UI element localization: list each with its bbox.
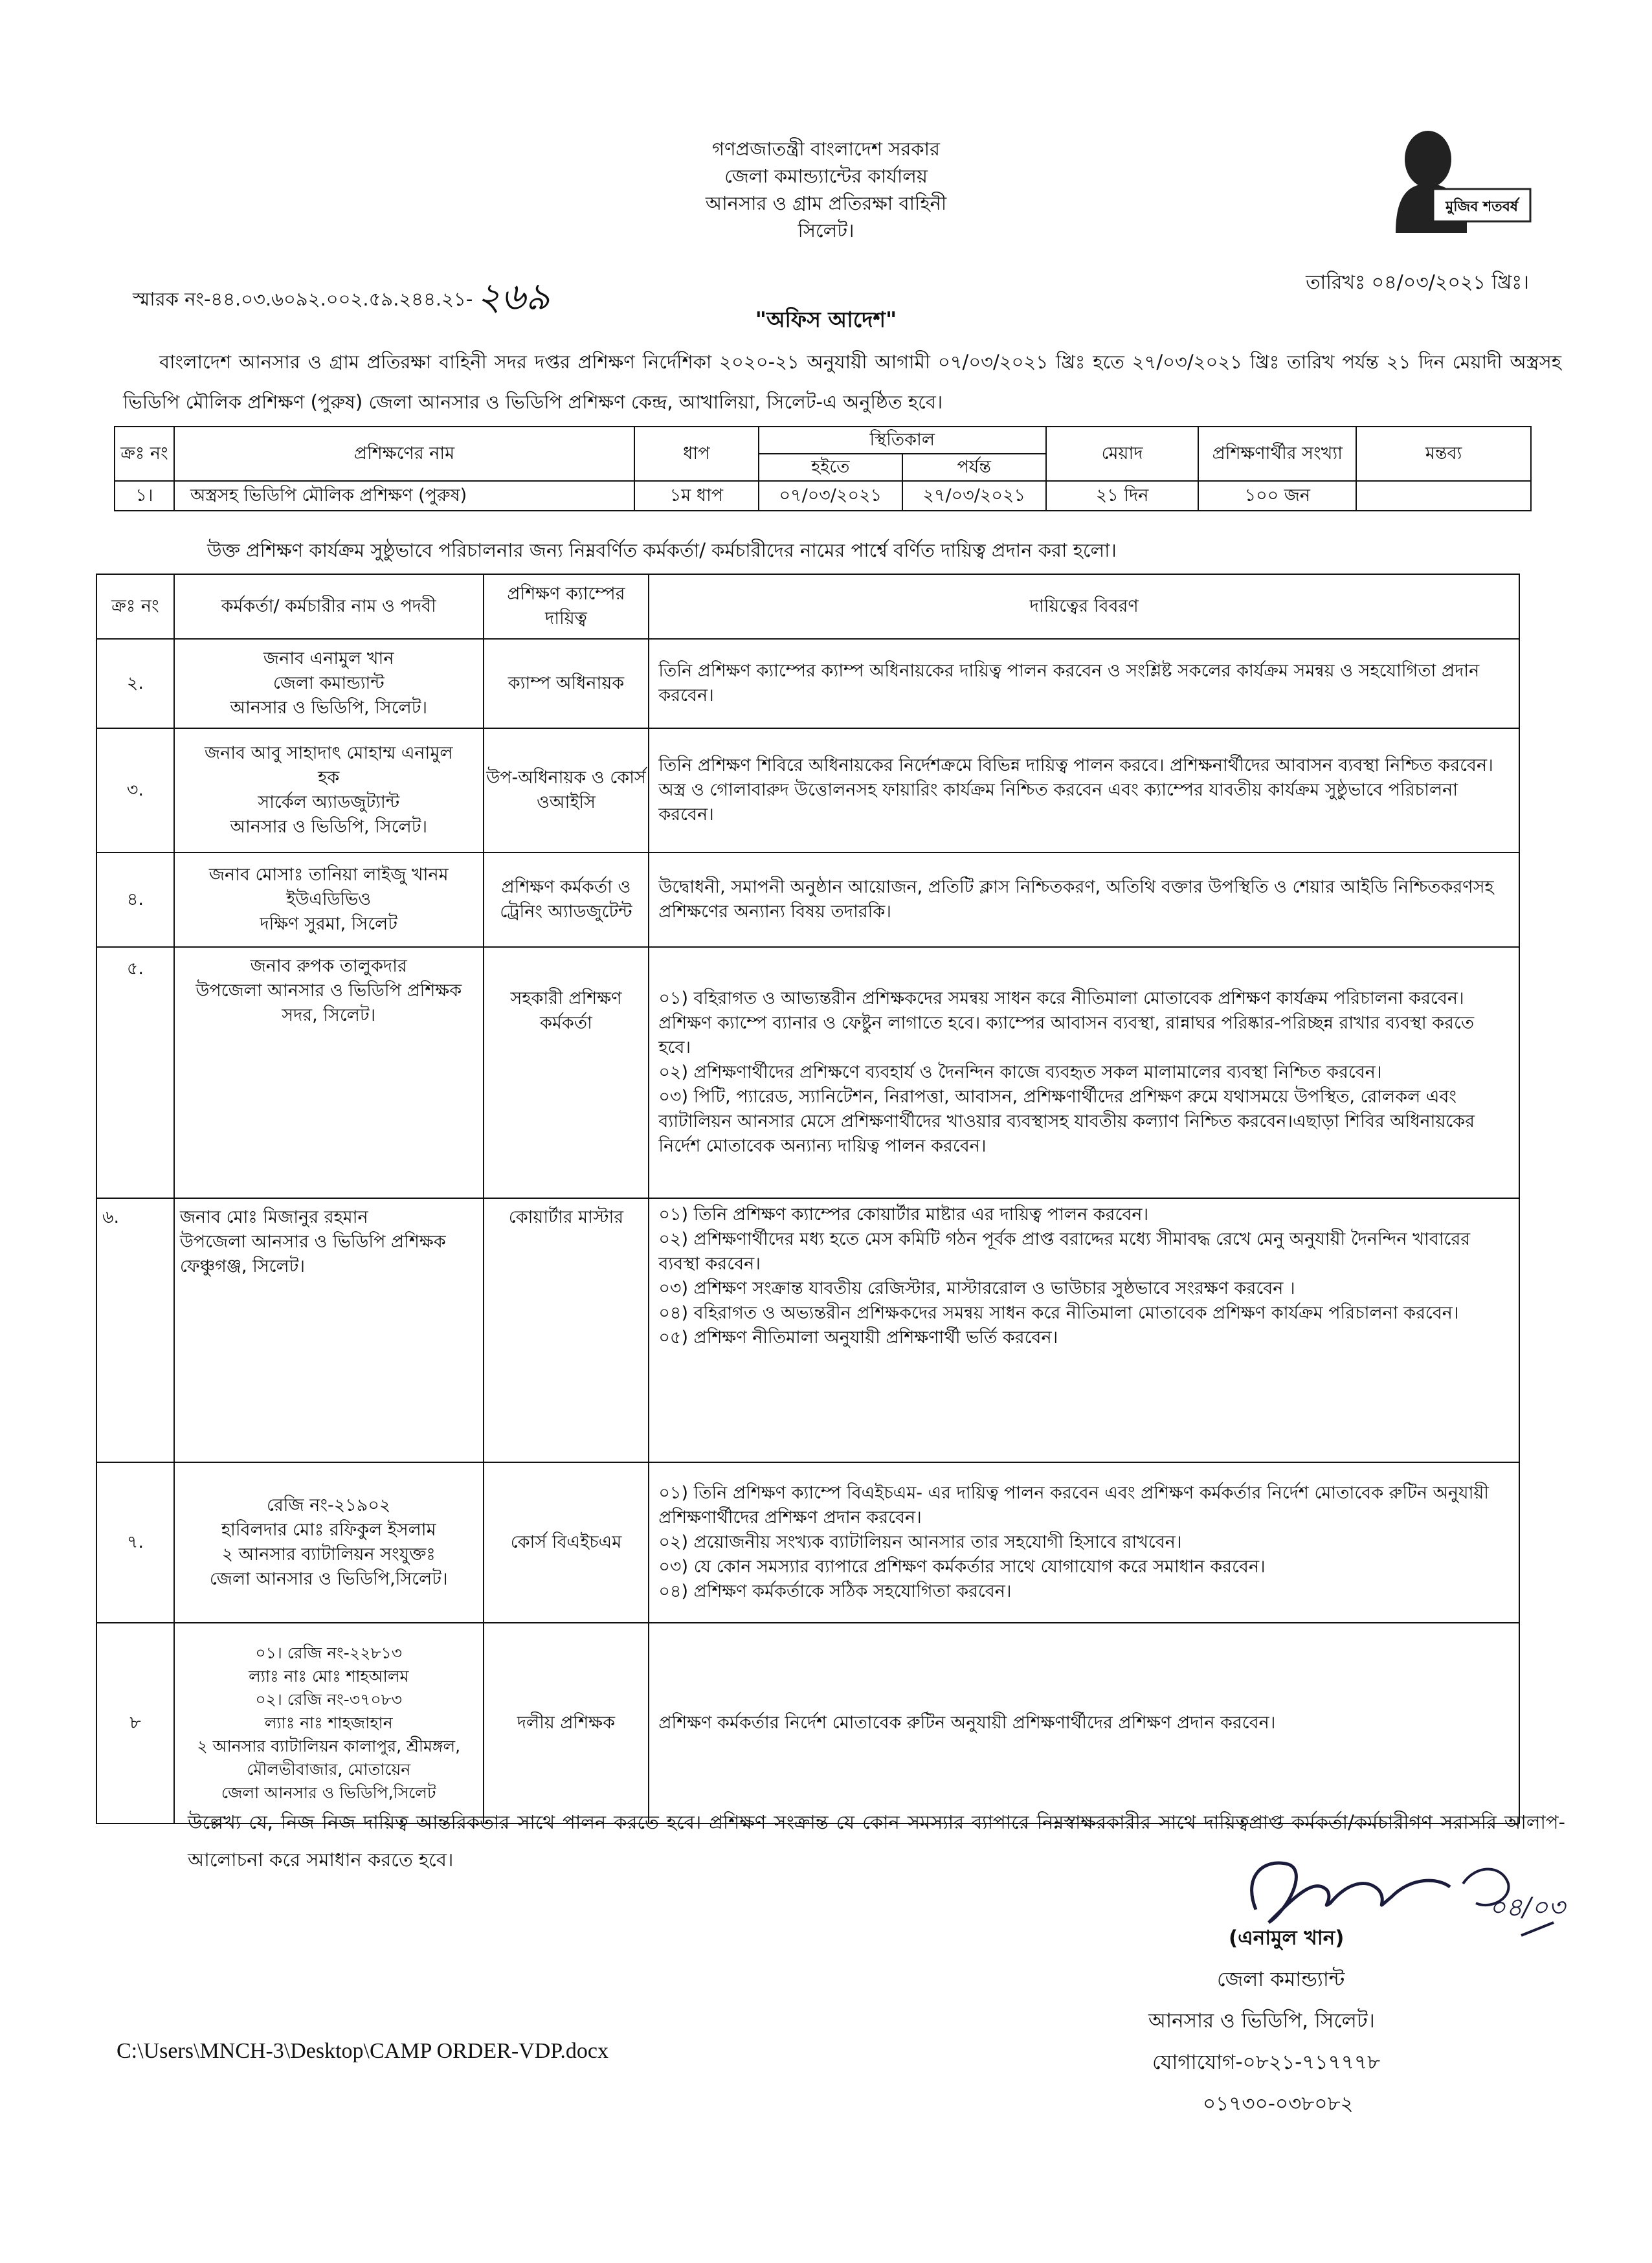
table-row xyxy=(96,1462,1519,1623)
assignment-paragraph: উক্ত প্রশিক্ষণ কার্যক্রম সুষ্ঠুভাবে পরিচালনার জন্য নিম্নবর্ণিত কর্মকর্তা/ কর্মচারীদের নামের পার্শ্বে বর্ণিত দায়িত্ব প্রদান করা হলো। xyxy=(207,539,1117,561)
name-line: মৌলভীবাজার, মোতায়েন xyxy=(247,1760,411,1779)
th-duty-name: কর্মকর্তা/ কর্মচারীর নাম ও পদবী xyxy=(174,574,484,639)
file-path: C:\Users\MNCH-3\Desktop\CAMP ORDER-VDP.docx xyxy=(117,2039,609,2063)
duty-role: প্রশিক্ষণ কর্মকর্তা ও ট্রেনিং অ্যাডজুটেন্ট xyxy=(484,853,649,947)
table-row xyxy=(96,1198,1519,1462)
duty-table xyxy=(96,574,1520,1824)
th-training-name: প্রশিক্ষণের নাম xyxy=(174,427,634,481)
name-line: জেলা আনসার ও ভিডিপি,সিলেট xyxy=(221,1783,436,1802)
duty-serial: ২. xyxy=(96,639,174,728)
desc-line: ০১) তিনি প্রশিক্ষণ ক্যাম্পে বিএইচএম- এর দায়িত্ব পালন করবেন এবং প্রশিক্ষণ কর্মকর্তার নির্দেশ মোতাবেক রুটিন অনুযায়ী প্রশিক্ষণার্থীদের প্রশিক্ষণ প্রদান করবেন। xyxy=(658,1483,1490,1528)
signatory-phone: যোগাযোগ-০৮২১-৭১৭৭৭৮ xyxy=(1152,2051,1381,2074)
signatory-office: আনসার ও ভিডিপি, সিলেট। xyxy=(1148,2009,1375,2033)
duty-role: কোর্স বিএইচএম xyxy=(484,1462,649,1623)
name-line: সার্কেল অ্যাডজুট্যান্ট xyxy=(258,792,400,812)
table-row xyxy=(115,481,1531,511)
table-row xyxy=(96,639,1519,728)
duty-name xyxy=(174,947,484,1198)
name-line: সদর, সিলেট। xyxy=(282,1005,376,1025)
name-line: উপজেলা আনসার ও ভিডিপি প্রশিক্ষক xyxy=(195,981,462,1001)
duty-name xyxy=(174,639,484,728)
desc-line: ০৫) প্রশিক্ষণ নীতিমালা অনুযায়ী প্রশিক্ষণার্থী ভর্তি করবেন। xyxy=(658,1328,1058,1348)
name-line: আনসার ও ভিডিপি, সিলেট। xyxy=(230,698,428,718)
th-duty-role: প্রশিক্ষণ ক্যাম্পের দায়িত্ব xyxy=(484,574,649,639)
duty-desc xyxy=(649,1198,1519,1462)
mujib-logo-icon xyxy=(1370,124,1539,233)
duty-name xyxy=(174,853,484,947)
th-trainees: প্রশিক্ষণার্থীর সংখ্যা xyxy=(1198,427,1356,481)
th-phase: ধাপ xyxy=(634,427,759,481)
name-line: ০১। রেজি নং-২২৮১৩ xyxy=(255,1644,403,1662)
signatory-name: (এনামুল খান) xyxy=(1229,1926,1345,1950)
desc-line: ০৪) প্রশিক্ষণ কর্মকর্তাকে সঠিক সহযোগিতা করবেন। xyxy=(658,1581,1012,1601)
name-line: ০২। রেজি নং-৩৭০৮৩ xyxy=(255,1690,403,1709)
desc-line: ০২) প্রশিক্ষণার্থীদের প্রশিক্ষণে ব্যবহার্য ও দৈনন্দিন কাজে ব্যবহৃত সকল মালামালের ব্যবস্থা নিশ্চিত করবেন। xyxy=(658,1062,1382,1082)
duty-name xyxy=(174,1623,484,1823)
name-line: রেজি নং-২১৯০২ xyxy=(266,1495,391,1515)
name-line: ২ আনসার ব্যাটালিয়ন সংযুক্তঃ xyxy=(221,1544,436,1565)
name-line: জেলা কমান্ড্যান্ট xyxy=(273,673,385,693)
duty-serial: ৪. xyxy=(96,853,174,947)
desc-line: তিনি প্রশিক্ষণ ক্যাম্পের ক্যাম্প অধিনায়কের দায়িত্ব পালন করবেন ও সংশ্লিষ্ট সকলের কার্যক্রম সমন্বয় ও সহযোগিতা প্রদান করবেন। xyxy=(658,661,1480,706)
duty-serial: ৫. xyxy=(96,947,174,1198)
duty-role: উপ-অধিনায়ক ও কোর্স ওআইসি xyxy=(484,728,649,853)
th-from: হইতে xyxy=(759,454,902,481)
cell-phase: ১ম ধাপ xyxy=(634,481,759,511)
duty-name xyxy=(174,728,484,853)
name-line: জনাব মোসাঃ তানিয়া লাইজু খানম xyxy=(208,865,449,885)
th-remarks: মন্তব্য xyxy=(1356,427,1531,481)
table-row xyxy=(96,947,1519,1198)
duty-role: কোয়ার্টার মাস্টার xyxy=(484,1198,649,1462)
desc-line: ০৩) প্রশিক্ষণ সংক্রান্ত যাবতীয় রেজিস্টার, মাস্টাররোল ও ভাউচার সুষ্ঠভাবে সংরক্ষণ করবেন । xyxy=(658,1278,1295,1299)
desc-line: প্রশিক্ষণ কর্মকর্তার নির্দেশ মোতাবেক রুটিন অনুযায়ী প্রশিক্ষণার্থীদের প্রশিক্ষণ প্রদান করবেন। xyxy=(658,1713,1276,1733)
duty-role: দলীয় প্রশিক্ষক xyxy=(484,1623,649,1823)
name-line: ল্যাঃ নাঃ শাহজাহান xyxy=(264,1713,393,1732)
duty-desc xyxy=(649,639,1519,728)
name-line: জনাব মোঃ মিজানুর রহমান xyxy=(179,1207,368,1227)
th-duration-group: স্থিতিকাল xyxy=(759,427,1046,454)
header-line-4: সিলেট। xyxy=(798,219,854,241)
note-paragraph: উল্লেখ্য যে, নিজ নিজ দায়িত্ব আন্তরিকতার সাথে পালন করতে হবে। প্রশিক্ষণ সংক্রান্ত যে কোন সমস্যার ব্যাপারে নিম্নস্বাক্ষরকারীর সাথে দায়িত্বপ্রাপ্ত কর্মকর্তা/কর্মচারীগণ সরাসরি আলাপ-আলোচনা করে সমাধান করতে হবে। xyxy=(188,1811,1565,1871)
cell-serial: ১। xyxy=(115,481,174,511)
table-row xyxy=(96,1623,1519,1823)
cell-trainees: ১০০ জন xyxy=(1198,481,1356,511)
svg-text:০৪/০৩: ০৪/০৩ xyxy=(1489,1893,1565,1923)
duty-role: ক্যাম্প অধিনায়ক xyxy=(484,639,649,728)
name-line: জনাব আবু সাহাদাৎ মোহাম্ম এনামুল xyxy=(204,743,453,763)
duty-name xyxy=(174,1462,484,1623)
header-line-3: আনসার ও গ্রাম প্রতিরক্ষা বাহিনী xyxy=(705,192,947,214)
duty-desc xyxy=(649,853,1519,947)
th-serial: ক্রঃ নং xyxy=(115,427,174,481)
desc-line: উদ্বোধনী, সমাপনী অনুষ্ঠান আয়োজন, প্রতিটি ক্লাস নিশ্চিতকরণ, অতিথি বক্তার উপস্থিতি ও শেয়ার আইডি নিশ্চিতকরণসহ প্রশিক্ষণের অন্যান্য বিষয় তদারকি। xyxy=(658,877,1494,922)
intro-paragraph: বাংলাদেশ আনসার ও গ্রাম প্রতিরক্ষা বাহিনী সদর দপ্তর প্রশিক্ষণ নির্দেশিকা ২০২০-২১ অনুযায়ী আগামী ০৭/০৩/২০২১ খ্রিঃ হতে ২৭/০৩/২০২১ খ্রিঃ তারিখ পর্যন্ত ২১ দিন মেয়াদী অস্ত্রসহ ভিডিপি মৌলিক প্রশিক্ষণ (পুরুষ) জেলা আনসার ও ভিডিপি প্রশিক্ষণ কেন্দ্র, আখালিয়া, সিলেট-এ অনুষ্ঠিত হবে। xyxy=(123,351,1562,413)
name-line: জনাব রুপক তালুকদার xyxy=(250,956,407,976)
name-line: উপজেলা আনসার ও ভিডিপি প্রশিক্ষক xyxy=(179,1232,446,1252)
desc-line: ০১) তিনি প্রশিক্ষণ ক্যাম্পের কোয়ার্টার মাষ্টার এর দায়িত্ব পালন করবেন। xyxy=(658,1205,1149,1225)
header-line-2: জেলা কমান্ড্যান্টের কার্যালয় xyxy=(724,165,928,187)
name-line: জনাব এনামুল খান xyxy=(263,649,394,669)
duty-name xyxy=(174,1198,484,1462)
duty-serial: ৭. xyxy=(96,1462,174,1623)
header-line-1: গণপ্রজাতন্ত্রী বাংলাদেশ সরকার xyxy=(711,138,941,160)
duty-desc xyxy=(649,1623,1519,1823)
duty-serial: ৬. xyxy=(96,1198,174,1462)
cell-to: ২৭/০৩/২০২১ xyxy=(902,481,1046,511)
name-line: ইউএডিভিও xyxy=(286,889,372,909)
cell-remarks xyxy=(1356,481,1531,511)
duty-desc xyxy=(649,728,1519,853)
name-line: দক্ষিণ সুরমা, সিলেট xyxy=(260,914,398,934)
memo-date: তারিখঃ ০৪/০৩/২০২১ খ্রিঃ। xyxy=(1306,271,1529,294)
duty-role: সহকারী প্রশিক্ষণ কর্মকর্তা xyxy=(484,947,649,1198)
signatory-mobile: ০১৭৩০-০৩৮০৮২ xyxy=(1203,2092,1354,2115)
table-row xyxy=(96,853,1519,947)
desc-line: ০৩) যে কোন সমস্যার ব্যাপারে প্রশিক্ষণ কর্মকর্তার সাথে যোগাযোগ করে সমাধান করবেন। xyxy=(658,1557,1266,1577)
desc-line: ০৩) পিটি, প্যারেড, স্যানিটেশন, নিরাপত্তা, আবাসন, প্রশিক্ষণার্থীদের প্রশিক্ষণ রুমে যথাসময়ে উপস্থিত, রোলকল এবং ব্যাটালিয়ন আনসার মেসে প্রশিক্ষণার্থীদের খাওয়ার ব্যবস্থাসহ যাবতীয় কল্যাণ নিশ্চিত করবেন।এছাড়া শিবির অধিনায়কের নির্দেশ মোতাবেক অন্যান্য দায়িত্ব পালন করবেন। xyxy=(658,1087,1475,1156)
desc-line: ০১) বহিরাগত ও আভ্যন্তরীন প্রশিক্ষকদের সমন্বয় সাধন করে নীতিমালা মোতাবেক প্রশিক্ষণ কার্যক্রম পরিচালনা করবেন। প্রশিক্ষণ ক্যাম্পে ব্যানার ও ফেষ্টুন লাগাতে হবে। ক্যাম্পের আবাসন ব্যবস্থা, রান্নাঘর পরিষ্কার-পরিচ্ছন্ন রাখার ব্যবস্থা করতে হবে। xyxy=(658,988,1475,1058)
desc-line: ০৪) বহিরাগত ও অভ্যন্তরীন প্রশিক্ষকদের সমন্বয় সাধন করে নীতিমালা মোতাবেক প্রশিক্ষণ কার্যক্রম পরিচালনা করবেন। xyxy=(658,1303,1459,1323)
name-line: হাবিলদার মোঃ রফিকুল ইসলাম xyxy=(221,1520,436,1540)
table-row xyxy=(96,728,1519,853)
name-line: হক xyxy=(318,768,340,788)
name-line: ২ আনসার ব্যাটালিয়ন কালাপুর, শ্রীমঙ্গল, xyxy=(197,1737,461,1756)
name-line: জেলা আনসার ও ভিডিপি,সিলেট। xyxy=(209,1569,448,1589)
cell-period: ২১ দিন xyxy=(1046,481,1199,511)
th-duty-desc: দায়িত্বের বিবরণ xyxy=(649,574,1519,639)
training-table xyxy=(114,426,1532,511)
name-line: আনসার ও ভিডিপি, সিলেট। xyxy=(230,817,428,837)
th-duty-serial: ক্রঃ নং xyxy=(96,574,174,639)
th-to: পর্যন্ত xyxy=(902,454,1046,481)
signatory-designation: জেলা কমান্ড্যান্ট xyxy=(1217,1968,1345,1991)
page-title: "অফিস আদেশ" xyxy=(755,307,897,332)
duty-serial: ৩. xyxy=(96,728,174,853)
desc-line: ০২) প্রশিক্ষণার্থীদের মধ্য হতে মেস কমিটি গঠন পূর্বক প্রাপ্ত বরাদ্দের মধ্যে সীমাবদ্ধ রেখে মেনু অনুযায়ী দৈনন্দিন খাবারের ব্যবস্থা করবেন। xyxy=(658,1229,1471,1274)
cell-from: ০৭/০৩/২০২১ xyxy=(759,481,902,511)
duty-desc xyxy=(649,947,1519,1198)
svg-text:মুজিব শতবর্ষ: মুজিব শতবর্ষ xyxy=(1446,199,1518,215)
desc-line: তিনি প্রশিক্ষণ শিবিরে অধিনায়কের নির্দেশক্রমে বিভিন্ন দায়িত্ব পালন করবে। প্রশিক্ষনার্থীদের আবাসন ব্যবস্থা নিশ্চিত করবেন। অস্ত্র ও গোলাবারুদ উত্তোলনসহ ফায়ারিং কার্যক্রম নিশ্চিত করবেন এবং ক্যাম্পের যাবতীয় কার্যক্রম সুষ্ঠুভাবে পরিচালনা করবেন। xyxy=(658,755,1493,825)
duty-desc xyxy=(649,1462,1519,1623)
memo-number: স্মারক নং-৪৪.০৩.৬০৯২.০০২.৫৯.২৪৪.২১- ২৬৯ xyxy=(133,274,550,318)
name-line: ল্যাঃ নাঃ মোঃ শাহআলম xyxy=(249,1667,409,1686)
cell-training-name: অস্ত্রসহ ভিডিপি মৌলিক প্রশিক্ষণ (পুরুষ) xyxy=(174,481,634,511)
th-period: মেয়াদ xyxy=(1046,427,1199,481)
desc-line: ০২) প্রয়োজনীয় সংখ্যক ব্যাটালিয়ন আনসার তার সহযোগী হিসাবে রাখবেন। xyxy=(658,1532,1182,1552)
duty-serial: ৮ xyxy=(96,1623,174,1823)
name-line: ফেঞ্চুগঞ্জ, সিলেট। xyxy=(179,1256,306,1276)
